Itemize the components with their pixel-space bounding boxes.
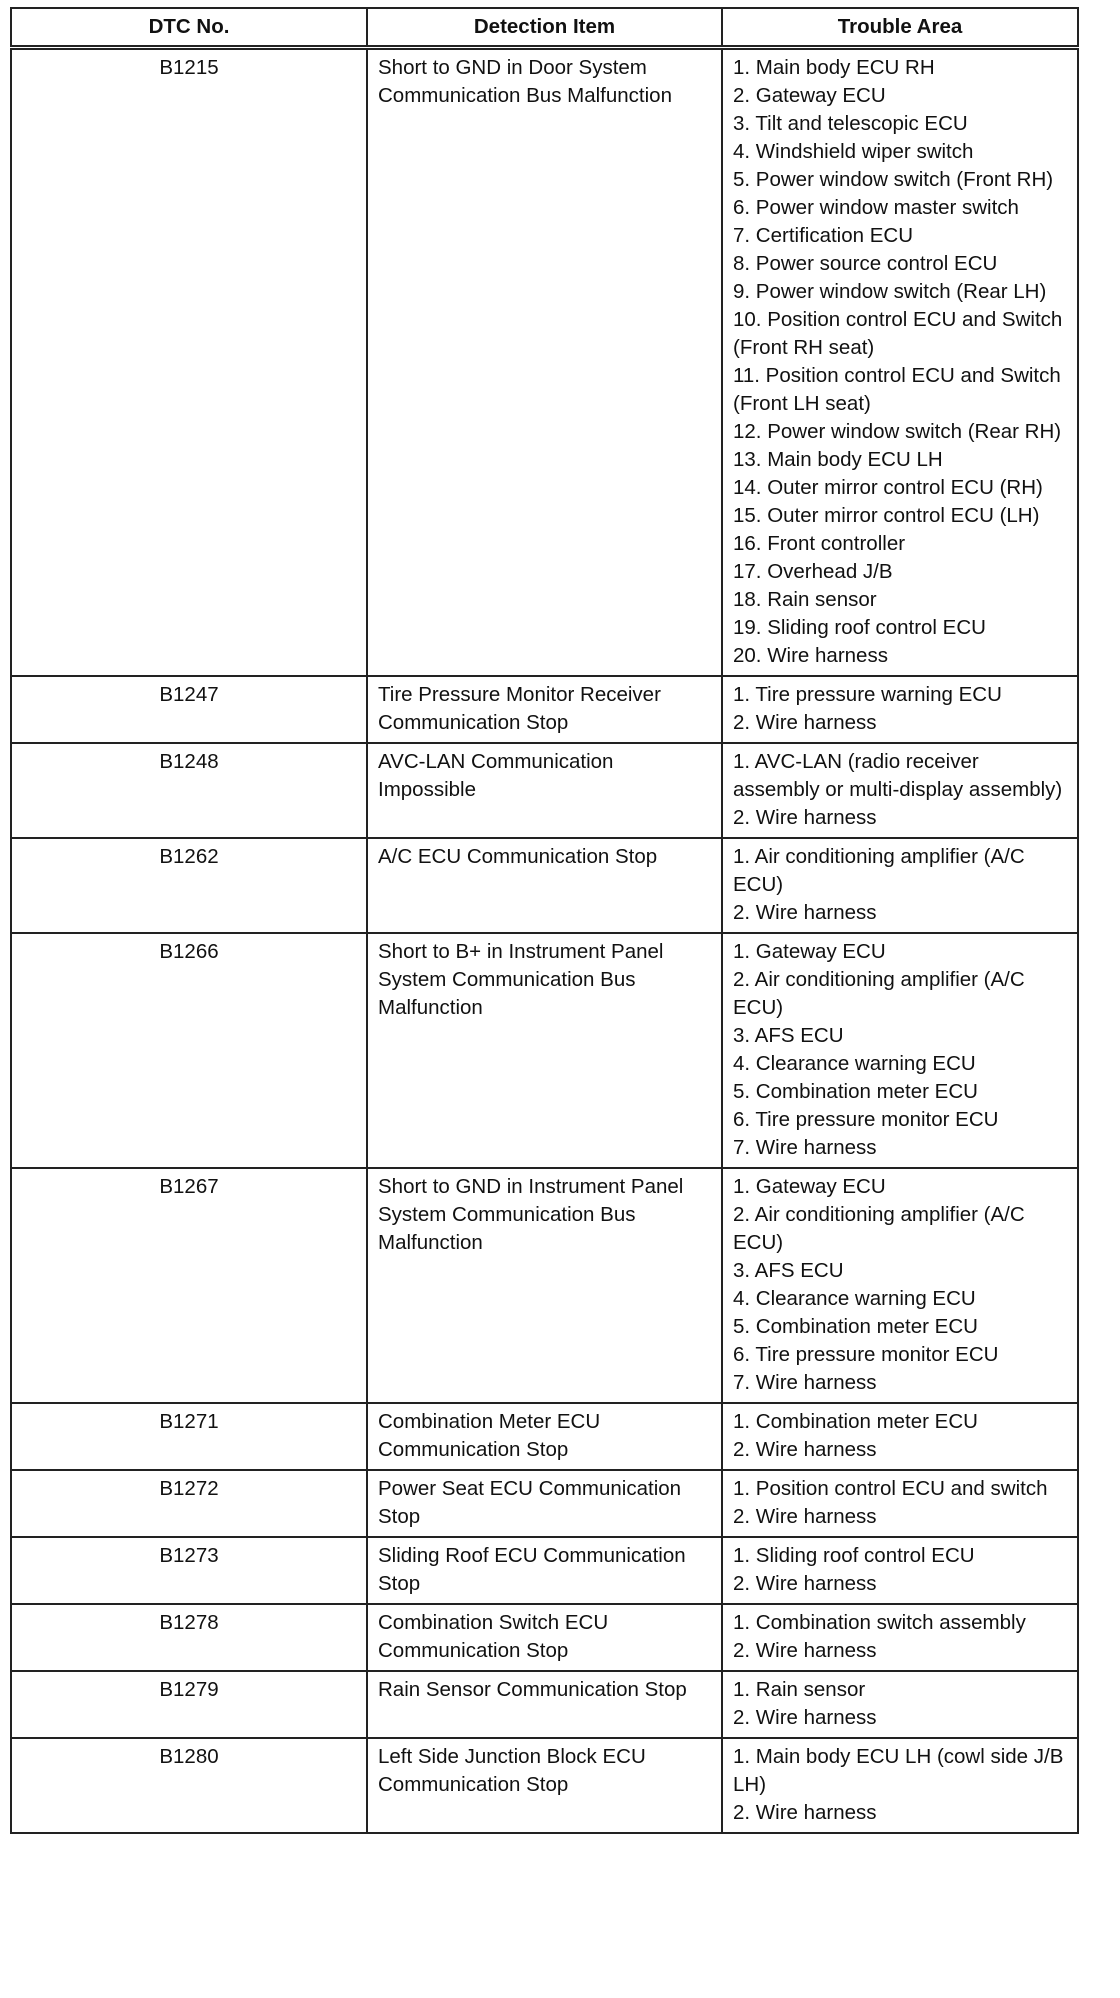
table-row [11,1470,1078,1537]
trouble-area-item: 7. Wire harness [733,1136,877,1159]
trouble-area-item: 2. Wire harness [733,1801,877,1824]
trouble-area-item: 14. Outer mirror control ECU (RH) [733,476,1043,499]
trouble-area-item: 2. Air conditioning amplifier (A/C ECU) [733,1203,1025,1254]
header-detection-item: Detection Item [367,8,722,48]
table-row [11,1537,1078,1604]
table-row [11,838,1078,933]
dtc-code: B1262 [11,838,367,933]
trouble-area [722,1537,1078,1604]
dtc-table [10,7,1079,1834]
trouble-area-item: 3. AFS ECU [733,1259,844,1282]
trouble-area-item: 2. Wire harness [733,1438,877,1461]
dtc-code: B1266 [11,933,367,1168]
trouble-area-item: 1. Sliding roof control ECU [733,1544,975,1567]
trouble-area-item: 1. Tire pressure warning ECU [733,683,1002,706]
detection-item: Short to GND in Door System Communication Bus Malfunction [367,48,722,677]
table-row [11,48,1078,677]
trouble-area-item: 2. Wire harness [733,1505,877,1528]
trouble-area-item: 2. Wire harness [733,806,877,829]
trouble-area-item: 1. Main body ECU LH (cowl side J/B LH) [733,1745,1064,1796]
trouble-area-item: 17. Overhead J/B [733,560,893,583]
trouble-area-item: 1. Combination meter ECU [733,1410,978,1433]
trouble-area-item: 4. Windshield wiper switch [733,140,974,163]
trouble-area-item: 12. Power window switch (Rear RH) [733,420,1062,443]
detection-item: Short to B+ in Instrument Panel System Communication Bus Malfunction [367,933,722,1168]
dtc-code: B1248 [11,743,367,838]
detection-item: AVC-LAN Communication Impossible [367,743,722,838]
trouble-area [722,838,1078,933]
trouble-area [722,48,1078,677]
trouble-area-item: 1. Position control ECU and switch [733,1477,1048,1500]
detection-item: Short to GND in Instrument Panel System Communication Bus Malfunction [367,1168,722,1403]
trouble-area-item: 13. Main body ECU LH [733,448,943,471]
trouble-area [722,1671,1078,1738]
dtc-code: B1271 [11,1403,367,1470]
header-dtc-no: DTC No. [11,8,367,48]
table-row [11,743,1078,838]
dtc-code: B1279 [11,1671,367,1738]
table-row [11,933,1078,1168]
dtc-code: B1273 [11,1537,367,1604]
trouble-area [722,1738,1078,1833]
dtc-code: B1272 [11,1470,367,1537]
trouble-area-item: 9. Power window switch (Rear LH) [733,280,1047,303]
trouble-area-item: 18. Rain sensor [733,588,877,611]
detection-item: Combination Meter ECU Communication Stop [367,1403,722,1470]
trouble-area-item: 4. Clearance warning ECU [733,1052,976,1075]
dtc-code: B1267 [11,1168,367,1403]
trouble-area-item: 5. Combination meter ECU [733,1315,978,1338]
trouble-area-item: 1. Combination switch assembly [733,1611,1026,1634]
trouble-area-item: 1. Main body ECU RH [733,56,935,79]
trouble-area-item: 3. Tilt and telescopic ECU [733,112,968,135]
trouble-area-item: 7. Wire harness [733,1371,877,1394]
trouble-area-item: 2. Wire harness [733,1639,877,1662]
detection-item: Combination Switch ECU Communication Stop [367,1604,722,1671]
trouble-area-item: 6. Tire pressure monitor ECU [733,1108,999,1131]
trouble-area-item: 2. Gateway ECU [733,84,886,107]
table-row [11,1403,1078,1470]
trouble-area-item: 2. Wire harness [733,1706,877,1729]
trouble-area-item: 5. Combination meter ECU [733,1080,978,1103]
table-row [11,1604,1078,1671]
detection-item: A/C ECU Communication Stop [367,838,722,933]
trouble-area-item: 10. Position control ECU and Switch (Front RH seat) [733,308,1063,359]
dtc-code: B1278 [11,1604,367,1671]
trouble-area [722,676,1078,743]
table-row [11,1168,1078,1403]
trouble-area-item: 19. Sliding roof control ECU [733,616,986,639]
trouble-area [722,743,1078,838]
trouble-area-item: 8. Power source control ECU [733,252,998,275]
detection-item: Rain Sensor Communication Stop [367,1671,722,1738]
trouble-area-item: 6. Power window master switch [733,196,1019,219]
trouble-area-item: 1. Gateway ECU [733,940,886,963]
trouble-area-item: 1. Air conditioning amplifier (A/C ECU) [733,845,1025,896]
table-body [11,48,1078,1834]
trouble-area-item: 16. Front controller [733,532,906,555]
trouble-area-item: 1. Gateway ECU [733,1175,886,1198]
trouble-area-item: 4. Clearance warning ECU [733,1287,976,1310]
trouble-area-item: 5. Power window switch (Front RH) [733,168,1054,191]
trouble-area-item: 1. AVC-LAN (radio receiver assembly or multi-display assembly) [733,750,1063,801]
trouble-area-item: 3. AFS ECU [733,1024,844,1047]
trouble-area-item: 2. Wire harness [733,901,877,924]
trouble-area [722,1168,1078,1403]
header-row [11,8,1078,48]
trouble-area-item: 7. Certification ECU [733,224,914,247]
trouble-area-item: 2. Wire harness [733,711,877,734]
trouble-area-item: 11. Position control ECU and Switch (Front LH seat) [733,364,1061,415]
trouble-area-item: 1. Rain sensor [733,1678,866,1701]
table-row [11,1671,1078,1738]
table-row [11,676,1078,743]
trouble-area [722,1403,1078,1470]
header-trouble-area: Trouble Area [722,8,1078,48]
detection-item: Left Side Junction Block ECU Communication Stop [367,1738,722,1833]
dtc-code: B1247 [11,676,367,743]
dtc-code: B1280 [11,1738,367,1833]
trouble-area-item: 2. Wire harness [733,1572,877,1595]
detection-item: Sliding Roof ECU Communication Stop [367,1537,722,1604]
table-row [11,1738,1078,1833]
trouble-area-item: 20. Wire harness [733,644,888,667]
detection-item: Tire Pressure Monitor Receiver Communication Stop [367,676,722,743]
trouble-area-item: 15. Outer mirror control ECU (LH) [733,504,1040,527]
trouble-area [722,1470,1078,1537]
trouble-area-item: 6. Tire pressure monitor ECU [733,1343,999,1366]
detection-item: Power Seat ECU Communication Stop [367,1470,722,1537]
dtc-code: B1215 [11,48,367,677]
trouble-area [722,1604,1078,1671]
trouble-area-item: 2. Air conditioning amplifier (A/C ECU) [733,968,1025,1019]
trouble-area [722,933,1078,1168]
